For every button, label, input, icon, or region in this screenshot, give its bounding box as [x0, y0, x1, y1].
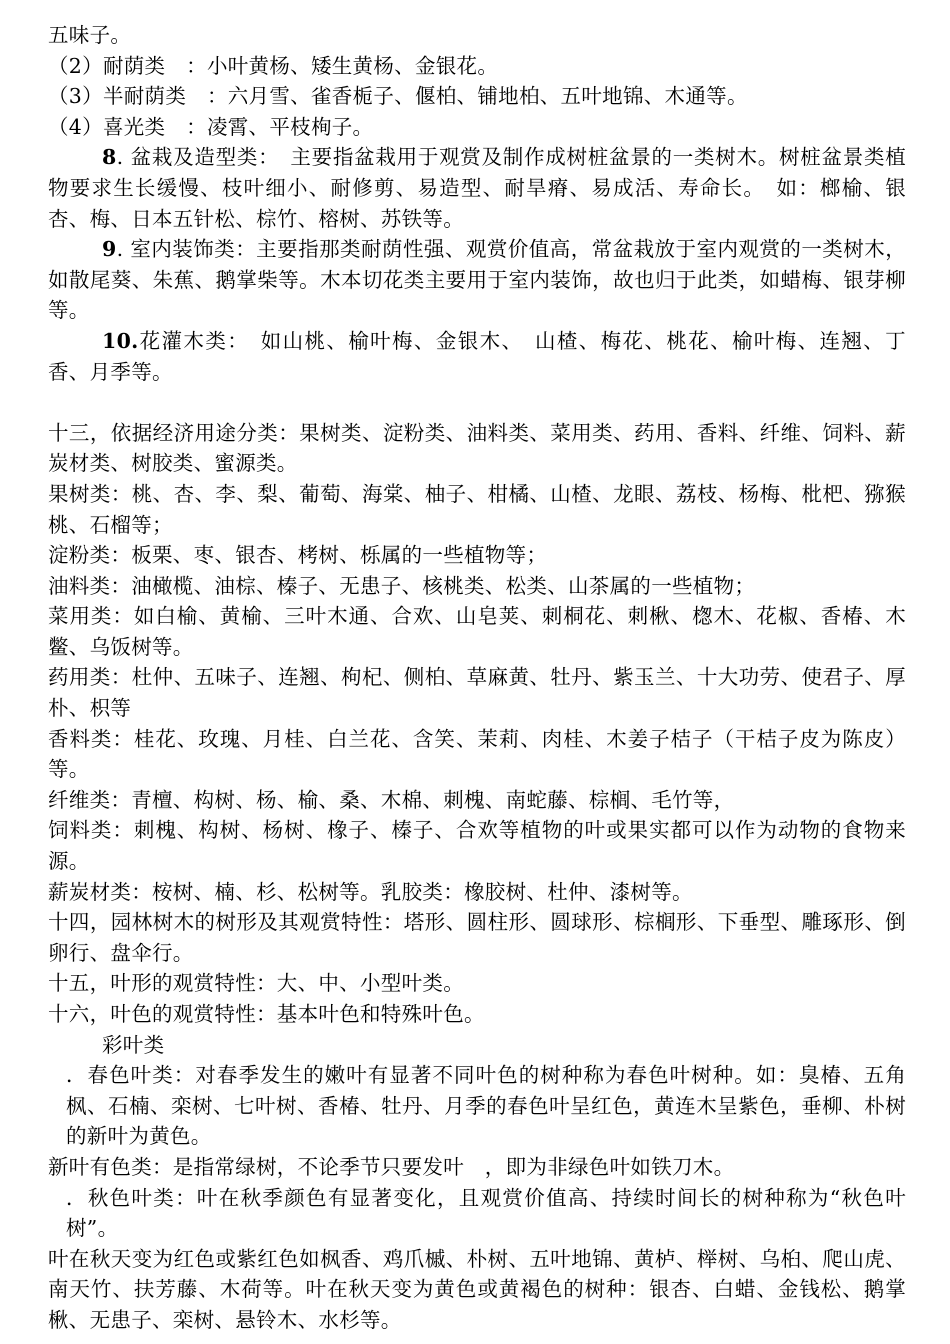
- document-page: [48, 20, 906, 1336]
- autumn-species-paragraph: 叶在秋天变为红色或紫红色如枫香、鸡爪槭、朴树、五叶地锦、黄栌、榉树、乌桕、爬山虎、南天竹、扶芳藤、木荷等。叶在秋天变为黄色或黄褐色的树种：银杏、白蜡、金钱松、鹅掌楸、无患子、栾树、悬铃木、水杉等。: [48, 1246, 906, 1332]
- category-medicine: 药用类：杜仲、五味子、连翘、枸杞、侧柏、草麻黄、牡丹、紫玉兰、十大功劳、使君子、厚朴、枳等: [48, 665, 906, 721]
- category-starch: 淀粉类：板栗、枣、银杏、栲树、栎属的一些植物等；: [48, 543, 548, 568]
- item-number: 8: [102, 145, 117, 170]
- new-leaf-paragraph: 新叶有色类：是指常绿树，不论季节只要发叶 ，即为非绿色叶如铁刀木。: [48, 1154, 735, 1179]
- category-fuel: 薪炭材类：桉树、楠、杉、松树等。乳胶类：橡胶树、杜仲、漆树等。: [48, 879, 693, 904]
- paragraph-text: 花灌木类： 如山桃、榆叶梅、金银木、 山楂、梅花、桃花、榆叶梅、连翘、丁香、月季等。: [48, 328, 906, 384]
- section-15: 十五，叶形的观赏特性：大、中、小型叶类。: [48, 971, 464, 996]
- category-oil: 油料类：油橄榄、油棕、榛子、无患子、核桃类、松类、山茶属的一些植物；: [48, 573, 756, 598]
- text-line: （2）耐荫类 ：小叶黄杨、矮生黄杨、金银花。: [48, 53, 499, 78]
- text-line: 五味子。: [48, 23, 132, 47]
- paragraph-9: [48, 234, 906, 326]
- text-line: （4）喜光类 ：凌霄、平枝栒子。: [48, 114, 374, 139]
- category-fruit: 果树类：桃、杏、李、梨、葡萄、海棠、柚子、柑橘、山楂、龙眼、荔枝、杨梅、枇杷、猕猴桃、石榴等；: [48, 481, 906, 537]
- text-line: （3）半耐荫类 ：六月雪、雀香栀子、偃柏、铺地柏、五叶地锦、木通等。: [48, 84, 748, 109]
- category-spice: 香料类：桂花、玫瑰、月桂、白兰花、含笑、茉莉、肉桂、木姜子桔子（干桔子皮为陈皮）等。: [48, 726, 906, 782]
- paragraph-8: [48, 142, 906, 234]
- section-14: 十四，园林树木的树形及其观赏特性：塔形、圆柱形、圆球形、棕榈形、下垂型、雕琢形、倒卵行、盘伞行。: [48, 910, 906, 965]
- spring-color-paragraph: ．春色叶类：对春季发生的嫩叶有显著不同叶色的树种称为春色叶树种。如：臭椿、五角枫、石楠、栾树、七叶树、香椿、牡丹、月季的春色叶呈红色，黄连木呈紫色，垂柳、朴树的新叶为黄色。: [66, 1063, 906, 1149]
- item-number: 9: [102, 237, 117, 262]
- paragraph-10: [48, 326, 906, 387]
- category-vegetable: 菜用类：如白榆、黄榆、三叶木通、合欢、山皂荚、刺桐花、刺楸、楤木、花椒、香椿、木鳖、乌饭树等。: [48, 604, 906, 659]
- blank-line: [48, 387, 906, 418]
- section-16: 十六，叶色的观赏特性：基本叶色和特殊叶色。: [48, 1002, 485, 1026]
- category-fiber: 纤维类：青檀、构树、杨、榆、桑、木棉、刺槐、南蛇藤、棕榈、毛竹等，: [48, 787, 735, 812]
- item-number: 10.: [102, 328, 139, 353]
- category-feed: 饲料类：刺槐、构树、杨树、橡子、榛子、合欢等植物的叶或果实都可以作为动物的食物来源。: [48, 818, 906, 874]
- paragraph-text: . 室内装饰类：主要指那类耐荫性强、观赏价值高，常盆栽放于室内观赏的一类树木，如散尾葵、朱蕉、鹅掌柴等。木本切花类主要用于室内装饰，故也归于此类，如蜡梅、银芽柳等。: [48, 237, 906, 323]
- autumn-color-paragraph: ．秋色叶类：叶在秋季颜色有显著变化，且观赏价值高、持续时间长的树种称为“秋色叶树”。: [66, 1185, 906, 1241]
- paragraph-text: . 盆栽及造型类： 主要指盆栽用于观赏及制作成树桩盆景的一类树木。树桩盆景类植物要求生长缓慢、枝叶细小、耐修剪、易造型、耐旱瘠、易成活、寿命长。 如：榔榆、银杏、梅、日本五针松、棕竹、榕树、苏铁等。: [48, 145, 906, 231]
- subheading-color-leaf: 彩叶类: [102, 1032, 165, 1057]
- section-13: 十三，依据经济用途分类：果树类、淀粉类、油料类、菜用类、药用、香料、纤维、饲料、薪炭材类、树胶类、蜜源类。: [48, 420, 906, 476]
